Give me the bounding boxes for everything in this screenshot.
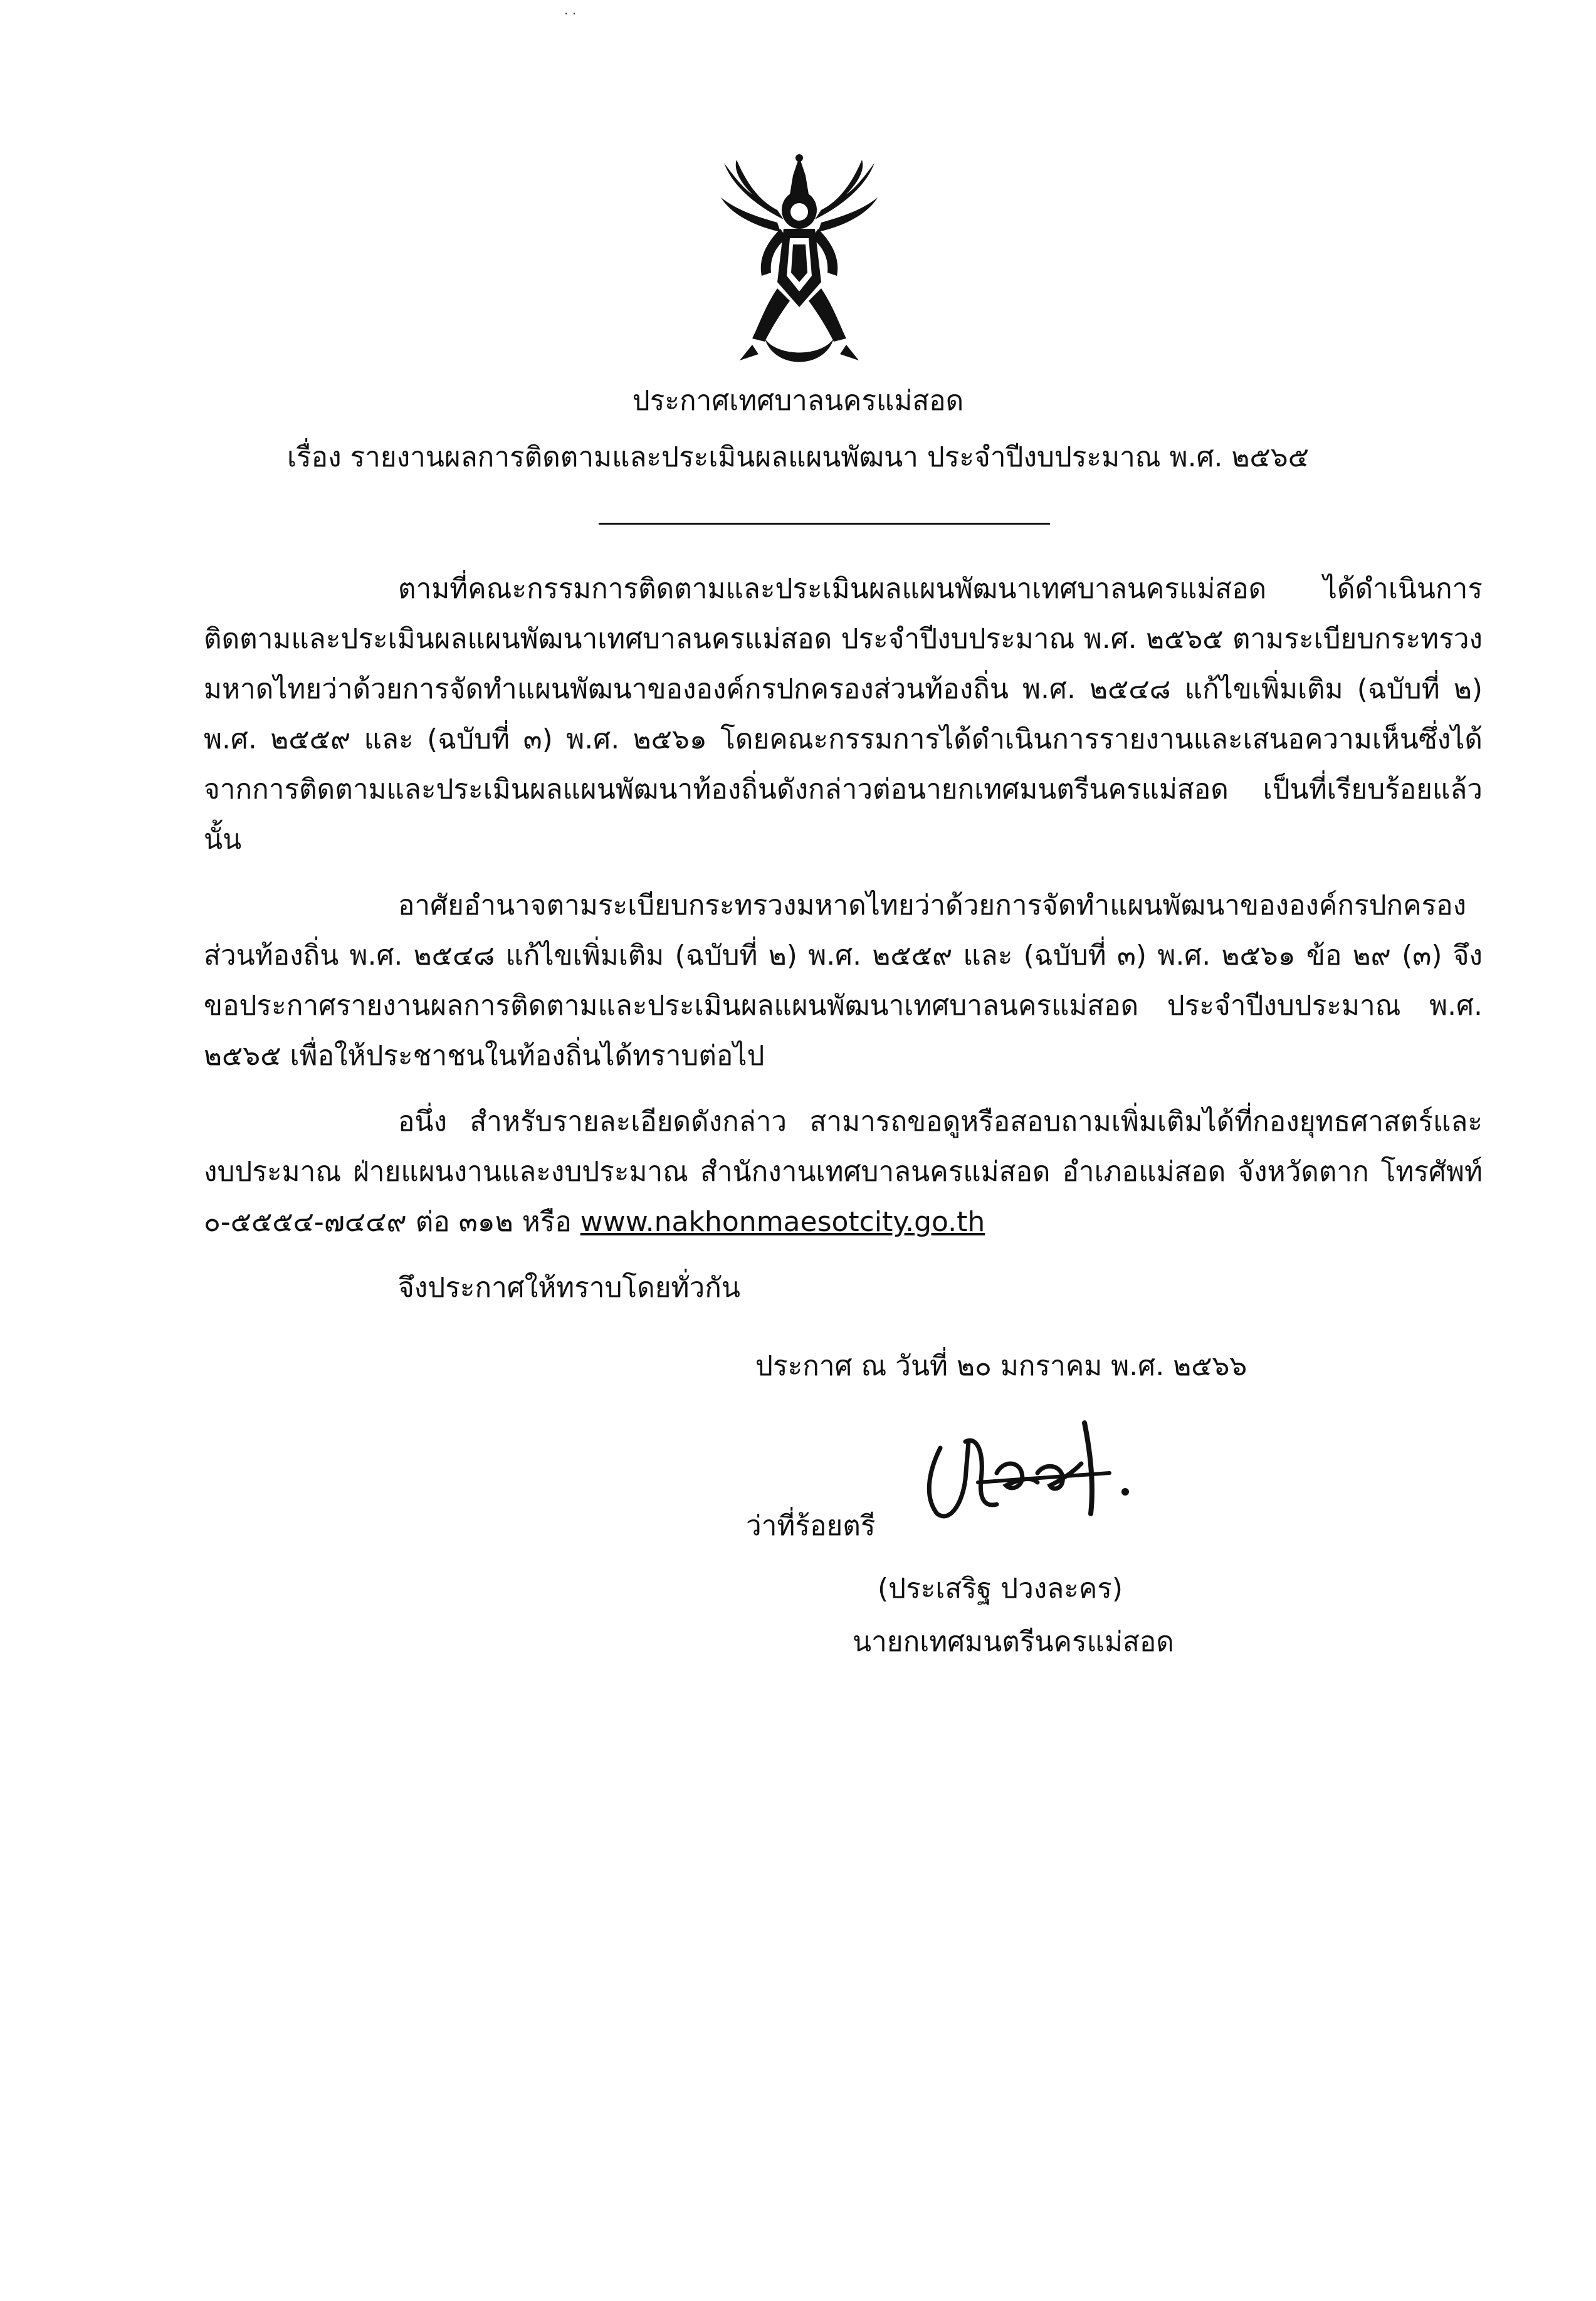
paragraph-2 [204, 881, 1483, 1081]
announcement-subject: เรื่อง รายงานผลการติดตามและประเมินผลแผนพัฒนา ประจำปีงบประมาณ พ.ศ. ๒๕๖๕ [286, 441, 1310, 473]
signer-position: นายกเทศมนตรีนครแม่สอด [853, 1626, 1174, 1658]
paragraph-4-text: จึงประกาศให้ทราบโดยทั่วกัน [398, 1272, 740, 1304]
paragraph-4 [204, 1263, 1483, 1313]
signer-rank: ว่าที่ร้อยตรี [746, 1510, 876, 1542]
title-divider [599, 523, 1050, 525]
scan-specks: · · [564, 6, 577, 21]
garuda-emblem-icon [715, 150, 884, 376]
paragraph-2-text: อาศัยอำนาจตามระเบียบกระทรวงมหาดไทยว่าด้วยการจัดทำแผนพัฒนาขององค์กรปกครองส่วนท้องถิ่น พ.ศ. ๒๕๔๘ แก้ไขเพิ่มเติม (ฉบับที่ ๒) พ.ศ. ๒๕๕๙ และ (ฉบับที่ ๓) พ.ศ. ๒๕๖๑ ข้อ ๒๙ (๓) จึงขอประกาศรายงานผลการติดตามและประเมินผลแผนพัฒนาเทศบาลนครแม่สอด ประจำปีงบประมาณ พ.ศ. ๒๕๖๕ เพื่อให้ประชาชนในท้องถิ่นได้ทราบต่อไป [204, 889, 1483, 1072]
signer-name: (ประเสริฐ ปวงละคร) [878, 1573, 1123, 1605]
paragraph-1-text: ตามที่คณะกรรมการติดตามและประเมินผลแผนพัฒนาเทศบาลนครแม่สอด ได้ดำเนินการติดตามและประเมินผลแผนพัฒนาเทศบาลนครแม่สอด ประจำปีงบประมาณ พ.ศ. ๒๕๖๕ ตามระเบียบกระทรวงมหาดไทยว่าด้วยการจัดทำแผนพัฒนาขององค์กรปกครองส่วนท้องถิ่น พ.ศ. ๒๕๔๘ แก้ไขเพิ่มเติม (ฉบับที่ ๒) พ.ศ. ๒๕๕๙ และ (ฉบับที่ ๓) พ.ศ. ๒๕๖๑ โดยคณะกรรมการได้ดำเนินการรายงานและเสนอความเห็นซึ่งได้จากการติดตามและประเมินผลแผนพัฒนาท้องถิ่นดังกล่าวต่อนายกเทศมนตรีนครแม่สอด เป็นที่เรียบร้อยแล้ว นั้น [204, 573, 1483, 856]
website-link[interactable]: www.nakhonmaesotcity.go.th [580, 1206, 985, 1238]
paragraph-3-text: อนึ่ง สำหรับรายละเอียดดังกล่าว สามารถขอดูหรือสอบถามเพิ่มเติมได้ที่กองยุทธศาสตร์และงบประมาณ ฝ่ายแผนงานและงบประมาณ สำนักงานเทศบาลนครแม่สอด อำเภอแม่สอด จังหวัดตาก โทรศัพท์ ๐-๕๕๕๔-๗๔๔๙ ต่อ ๓๑๒ หรือ [204, 1106, 1483, 1238]
paragraph-1 [204, 564, 1483, 865]
paragraph-3 [204, 1097, 1483, 1247]
signature-image [903, 1404, 1166, 1529]
announcement-date: ประกาศ ณ วันที่ ๒๐ มกราคม พ.ศ. ๒๕๖๖ [755, 1350, 1247, 1382]
announcement-title: ประกาศเทศบาลนครแม่สอด [632, 385, 964, 417]
